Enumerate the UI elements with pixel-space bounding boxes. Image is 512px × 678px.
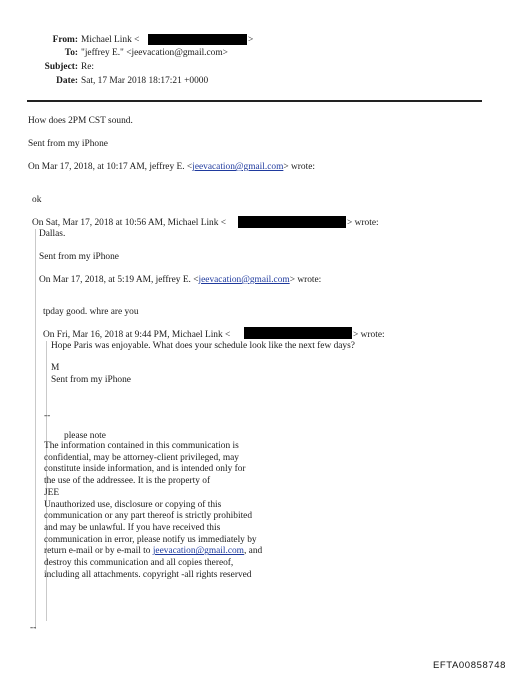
disclaimer-line: communication or any part thereof is strictly prohibited <box>44 511 253 522</box>
quote-header-2: On Sat, Mar 17, 2018 at 10:56 AM, Michael Link < <box>32 218 227 228</box>
disclaimer-return-pre: return e-mail or by e-mail to <box>44 546 153 557</box>
header-divider <box>27 100 482 102</box>
quote-header-4: On Fri, Mar 16, 2018 at 9:44 PM, Michael Link < <box>43 330 231 340</box>
signature-dashes: -- <box>44 411 51 421</box>
document-id: EFTA00858748 <box>432 660 506 671</box>
quote-header-1 <box>28 161 315 173</box>
body-sent-from-iphone: Sent from my iPhone <box>28 139 108 149</box>
redaction-quote-4 <box>244 327 352 339</box>
email-link-1[interactable]: jeevacation@gmail.com <box>192 162 284 172</box>
disclaimer-line: and may be unlawful. If you have received this <box>44 522 221 533</box>
reply-ok: ok <box>32 195 42 205</box>
bottom-dashes: -- <box>30 623 37 633</box>
subject-value: Re: <box>81 62 95 72</box>
disclaimer-return-post: , and <box>243 546 263 557</box>
quote-header-1-pre: On Mar 17, 2018, at 10:17 AM, jeffrey E. < <box>28 162 193 172</box>
to-value: "jeffrey E." <jeevacation@gmail.com> <box>81 48 228 58</box>
to-label: To: <box>64 48 78 58</box>
quote-header-2-post: > wrote: <box>347 218 379 228</box>
quote-header-3-post: > wrote: <box>289 275 322 285</box>
disclaimer-text <box>44 441 304 581</box>
quote-header-1-post: > wrote: <box>283 162 315 172</box>
disclaimer-line-return <box>44 546 304 558</box>
redaction-quote-2 <box>238 216 346 228</box>
disclaimer-line: destroy this communication and all copies thereof, <box>44 558 234 569</box>
quote-bar-1 <box>35 229 36 629</box>
reply-dallas: Dallas. <box>39 229 66 239</box>
body-sent-from-iphone-2: Sent from my iPhone <box>39 252 119 262</box>
from-tail: > <box>248 35 254 45</box>
reply-tpday: tpday good. whre are you <box>43 307 139 317</box>
email-link-2[interactable]: jeevacation@gmail.com <box>198 275 290 285</box>
disclaimer-line: Unauthorized use, disclosure or copying of this <box>44 499 222 510</box>
email-link-3[interactable]: jeevacation@gmail.com <box>152 546 244 557</box>
redaction-from <box>148 34 247 45</box>
quote-header-3-pre: On Mar 17, 2018, at 5:19 AM, jeffrey E. < <box>39 275 199 285</box>
quote-header-4-post: > wrote: <box>353 330 385 340</box>
from-value: Michael Link < <box>81 35 140 45</box>
body-sent-from-iphone-3: Sent from my iPhone <box>51 375 131 385</box>
sign-m: M <box>51 363 60 373</box>
from-label: From: <box>52 35 78 45</box>
reply-paris: Hope Paris was enjoyable. What does your schedule look like the next few days? <box>51 341 355 351</box>
quote-header-3 <box>39 274 321 286</box>
disclaimer-line: JEE <box>44 487 60 498</box>
disclaimer-line: The information contained in this communication is <box>44 441 239 451</box>
disclaimer-line: communication in error, please notify us immediately by <box>44 534 257 545</box>
disclaimer-line: constitute inside information, and is intended only for <box>44 464 246 475</box>
body-line-time: How does 2PM CST sound. <box>28 116 133 126</box>
subject-label: Subject: <box>44 62 78 72</box>
please-note: please note <box>64 431 106 441</box>
date-value: Sat, 17 Mar 2018 18:17:21 +0000 <box>81 76 209 86</box>
disclaimer-line: the use of the addressee. It is the property of <box>44 476 211 487</box>
date-label: Date: <box>56 76 78 86</box>
disclaimer-line: confidential, may be attorney-client privileged, may <box>44 452 239 463</box>
disclaimer-line: including all attachments. copyright -all rights reserved <box>44 569 252 580</box>
